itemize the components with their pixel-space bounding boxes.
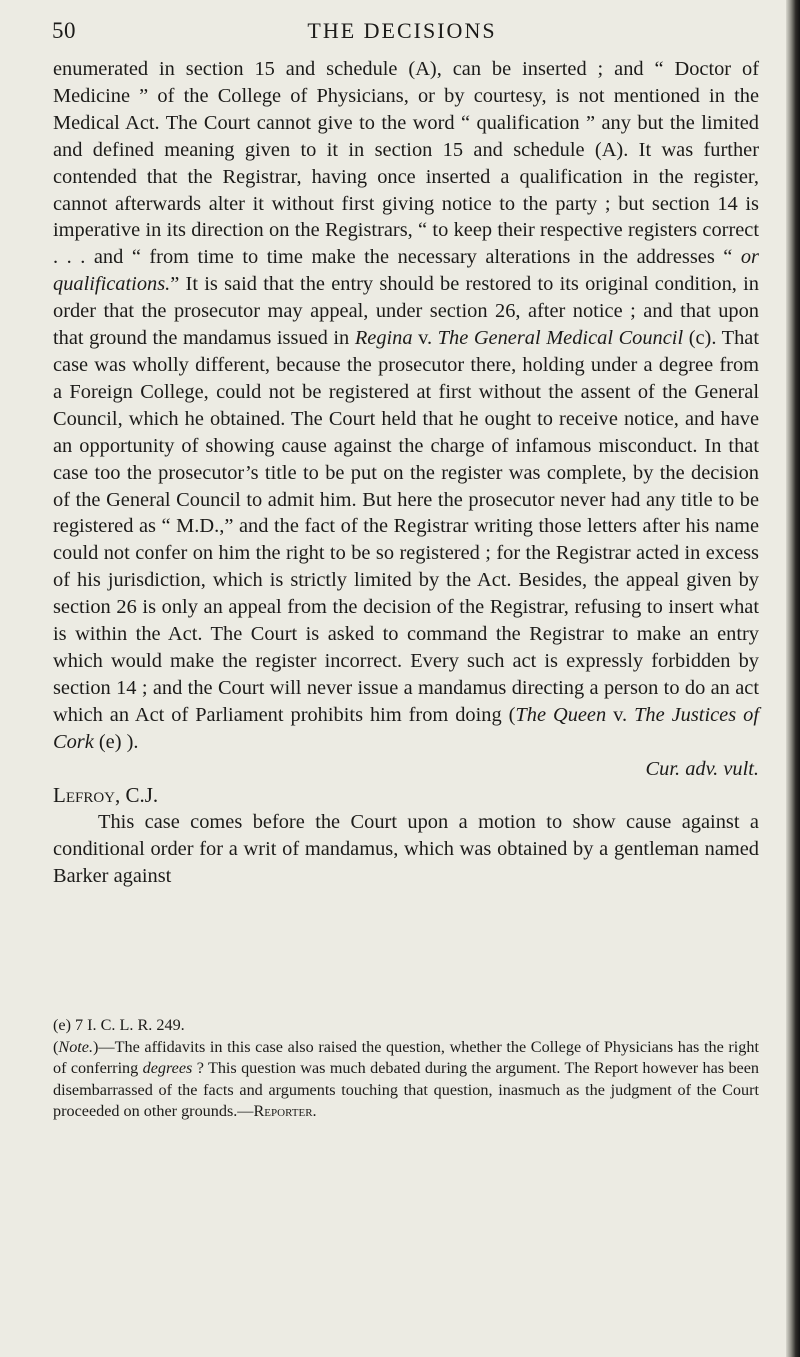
- note-paren-open: (: [53, 1037, 59, 1056]
- note-text: The affidavits in this case also raised the question, whether the College of Physicians has the right of conferring: [53, 1037, 759, 1077]
- page-number: 50: [52, 18, 76, 43]
- reporter-signature: Reporter.: [253, 1102, 317, 1120]
- judge-name: Lefroy, C.J.: [53, 783, 159, 808]
- footnote-e: (e) 7 I. C. L. R. 249.: [53, 1016, 185, 1034]
- case-name-italic: The Justices of Cork: [53, 703, 759, 753]
- text-segment: enumerated in section 15 and schedule (A), can be inserted ; and “ Doctor of Medicine ” of the College of Physicians, or by courtesy, is not mentioned in the Medical Act. The Court cannot give to the word “ qualification ” any but the limited and defined meaning given to it in section 15 and schedule (A). It was further contended that the Registrar, having once inserted a qualification in the register, cannot afterwards alter it without first giving notice to the party ; but section 14 is imperative in its direction on the Registrars, “ to keep their respective registers correct . . . and “ from time to time make the necessary alterations in the addresses “: [53, 58, 759, 269]
- note-text-italic: degrees: [142, 1059, 193, 1077]
- text-segment: (c). That case was wholly different, because the prosecutor there, holding under a degree from a Foreign College, could not be registered at first without the assent of the General Council, which he obtained. The Court held that he ought to receive notice, and have an opportunity of showing cause against the charge of infamous misconduct. In that case too the prosecutor’s title to be put on the register was complete, by the decision of the General Council to admit him. But here the prosecutor never had any title to be registered as “ M.D.,” and the fact of the Registrar writing those letters after his name could not confer on him the right to be so registered ; for the Registrar acted in excess of his jurisdiction, which is strictly limited by the Act. Besides, the appeal given by section 26 is only an appeal from the decision of the Registrar, refusing to insert what is within the Act. The Court is asked to command the Registrar to make an entry which would make the register incorrect. Every such act is expressly forbidden by section 14 ; and the Court will never issue a mandamus directing a person to do an act which an Act of Parliament prohibits him from doing (: [53, 327, 759, 726]
- note-text: ? This question was much debated during the argument. The Report however has been disembarrassed of the facts and arguments touching that question, inasmuch as the judgment of the Court proceeded on other grounds.—: [53, 1059, 759, 1120]
- footnotes: [53, 1015, 759, 1123]
- body-text: [53, 56, 759, 890]
- running-head: THE DECISIONS: [307, 18, 497, 43]
- case-name-italic: The General Medical Council: [437, 327, 684, 350]
- paragraph-judgment: This case comes before the Court upon a motion to show cause against a conditional order for a writ of mandamus, which was obtained by a gentleman named Barker against: [53, 811, 759, 888]
- case-name-italic: Regina: [354, 327, 413, 350]
- text-segment-italic: or qualifications.: [53, 246, 759, 296]
- paragraph-argument: [53, 56, 759, 756]
- footnote-note: [53, 1037, 759, 1123]
- text-segment: v.: [412, 327, 438, 350]
- cur-adv-vult: Cur. adv. vult.: [645, 757, 759, 780]
- book-binding-edge: [786, 0, 800, 1357]
- text-segment: (e) ).: [93, 730, 139, 753]
- case-name-italic: The Queen: [515, 703, 607, 726]
- note-paren-close: )—: [93, 1037, 115, 1056]
- text-segment: ” It is said that the entry should be restored to its original condition, in order that the prosecutor may appeal, under section 26, after notice ; and that upon that ground the mandamus issued in: [53, 273, 759, 350]
- page-header: [52, 18, 752, 50]
- note-label: Note.: [58, 1037, 94, 1056]
- text-segment: v.: [606, 703, 635, 726]
